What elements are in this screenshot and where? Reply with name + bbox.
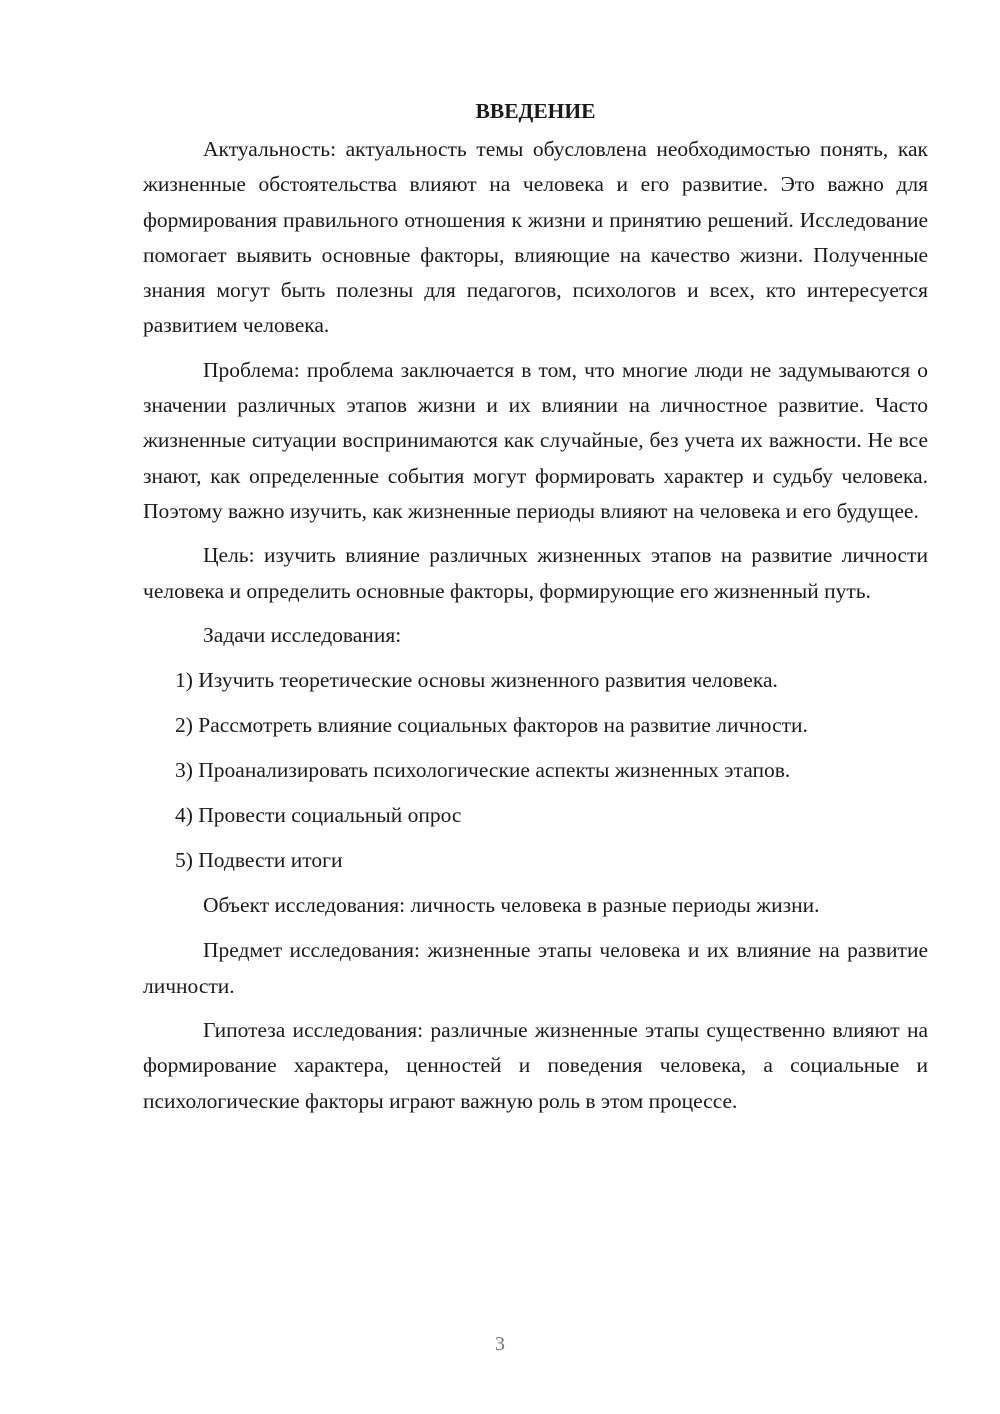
page-number: 3	[495, 1333, 505, 1355]
list-item: 1) Изучить теоретические основы жизненного развития человека.	[175, 668, 778, 693]
tasks-heading: Задачи исследования:	[203, 622, 402, 647]
relevance-paragraph: Актуальность: актуальность темы обусловлена необходимостью понять, как жизненные обстоятельства влияют на человека и его развитие. Это важно для формирования правильного отношения к жизни и принятию решений. Исследование помогает выявить основные факторы, влияющие на качество жизни. Полученные знания могут быть полезны для педагогов, психологов и всех, кто интересуется развитием человека.	[143, 137, 928, 338]
hypothesis-paragraph: Гипотеза исследования: различные жизненные этапы существенно влияют на формирование характера, ценностей и поведения человека, а социальные и психологические факторы играют важную роль в этом процессе.	[143, 1018, 928, 1113]
list-item: 4) Провести социальный опрос	[175, 803, 462, 828]
list-item: 5) Подвести итоги	[175, 848, 343, 873]
list-item: 2) Рассмотреть влияние социальных факторов на развитие личности.	[175, 713, 808, 738]
problem-paragraph: Проблема: проблема заключается в том, что многие люди не задумываются о значении различных этапов жизни и их влиянии на личностное развитие. Часто жизненные ситуации воспринимаются как случайные, без учета их важности. Не все знают, как определенные события могут формировать характер и судьбу человека. Поэтому важно изучить, как жизненные периоды влияют на человека и его будущее.	[143, 357, 928, 523]
object-paragraph: Объект исследования: личность человека в разные периоды жизни.	[203, 893, 820, 918]
section-title: ВВЕДЕНИЕ	[475, 99, 596, 123]
document-body	[143, 96, 928, 1128]
tasks-list	[143, 663, 928, 878]
subject-paragraph: Предмет исследования: жизненные этапы человека и их влияние на развитие личности.	[143, 938, 928, 998]
list-item: 3) Проанализировать психологические аспекты жизненных этапов.	[175, 758, 791, 783]
goal-paragraph: Цель: изучить влияние различных жизненных этапов на развитие личности человека и определить основные факторы, формирующие его жизненный путь.	[143, 543, 928, 603]
